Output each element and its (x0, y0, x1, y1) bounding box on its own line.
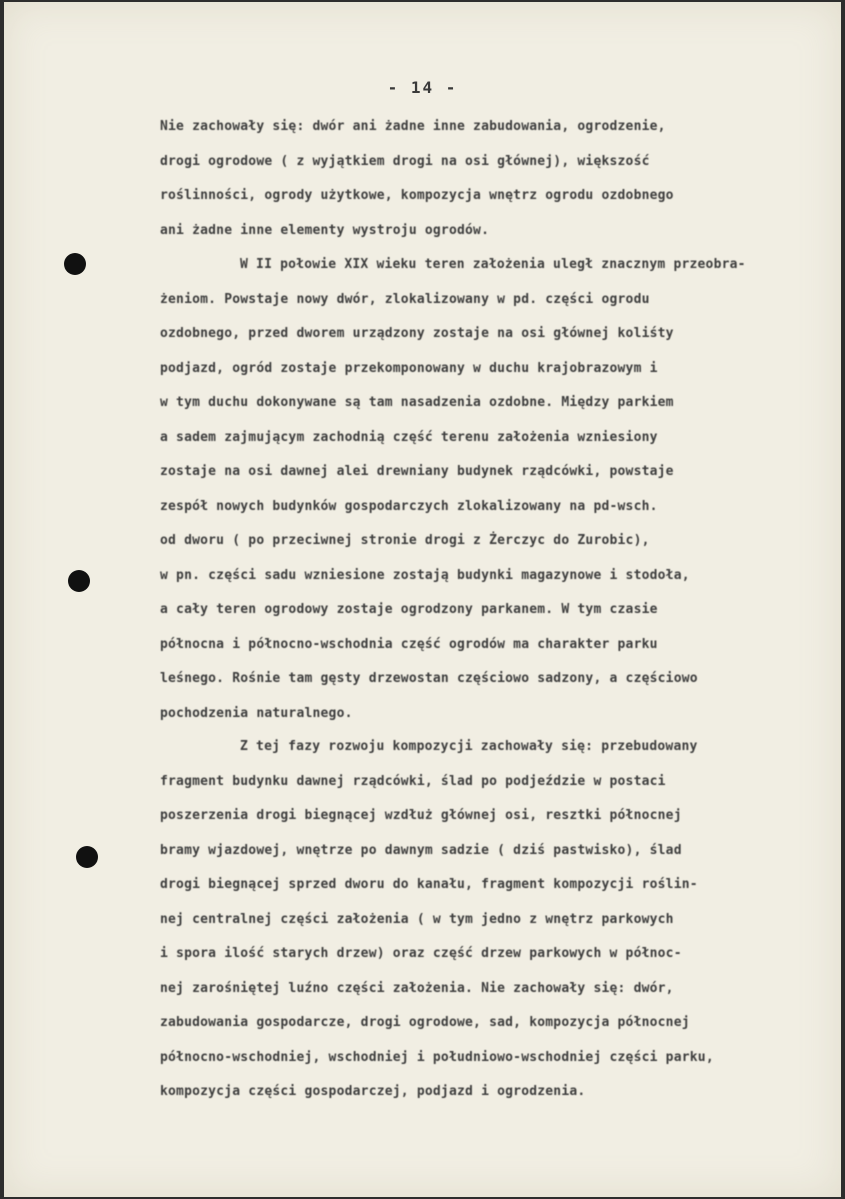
text-line: kompozycja części gospodarczej, podjazd i ogrodzenia. (160, 1084, 586, 1099)
text-line: fragment budynku dawnej rządcówki, ślad po podjeździe w postaci (160, 773, 666, 789)
punch-hole-bottom (76, 846, 98, 868)
text-line: od dworu ( po przeciwnej stronie drogi z Żerczyc do Zurobic), (160, 533, 650, 548)
text-line: Nie zachowały się: dwór ani żadne inne zabudowania, ogrodzenie, (160, 119, 666, 134)
text-line: zabudowania gospodarcze, drogi ogrodowe, sad, kompozycja północnej (160, 1015, 690, 1030)
text-line: w pn. części sadu wzniesione zostają budynki magazynowe i stodoła, (160, 567, 690, 583)
text-line: żeniom. Powstaje nowy dwór, zlokalizowany w pd. części ogrodu (160, 291, 650, 307)
text-line: w tym duchu dokonywane są tam nasadzenia ozdobne. Między parkiem (160, 395, 674, 410)
text-line: i spora ilość starych drzew) oraz część drzew parkowych w północ- (160, 946, 682, 961)
paragraph-1 (160, 110, 840, 248)
text-line: ozdobnego, przed dworem urządzony zostaje na osi głównej koliśty (160, 326, 674, 341)
text-line: a sadem zajmującym zachodnią część terenu założenia wzniesiony (160, 429, 658, 445)
paragraph-3 (160, 730, 840, 1110)
text-line: północna i północno-wschodnia część ogrodów ma charakter parku (160, 636, 658, 652)
text-line: północno-wschodniej, wschodniej i południowo-wschodniej części parku, (160, 1049, 714, 1065)
text-line: podjazd, ogród zostaje przekomponowany w duchu krajobrazowym i (160, 360, 658, 376)
paragraph-2 (160, 248, 840, 731)
page-number: - 14 - (387, 78, 458, 97)
text-line: bramy wjazdowej, wnętrze po dawnym sadzie ( dziś pastwisko), ślad (160, 842, 682, 858)
text-line: leśnego. Rośnie tam gęsty drzewostan częściowo sadzony, a częściowo (160, 671, 698, 686)
text-line: pochodzenia naturalnego. (160, 705, 353, 721)
text-line: zespół nowych budynków gospodarczych zlokalizowany na pd-wsch. (160, 498, 658, 514)
text-line: ani żadne inne elementy wystroju ogrodów. (160, 222, 490, 238)
text-line: poszerzenia drogi biegnącej wzdłuż głównej osi, resztki północnej (160, 808, 682, 823)
text-line: a cały teren ogrodowy zostaje ogrodzony parkanem. W tym czasie (160, 602, 658, 617)
text-line: W II połowie XIX wieku teren założenia uległ znacznym przeobra- (240, 257, 746, 272)
punch-hole-top (64, 253, 86, 275)
text-line: drogi biegnącej sprzed dworu do kanału, fragment kompozycji roślin- (160, 877, 698, 892)
text-line: Z tej fazy rozwoju kompozycji zachowały się: przebudowany (240, 739, 698, 754)
text-line: zostaje na osi dawnej alei drewniany budynek rządcówki, powstaje (160, 464, 674, 479)
text-line: roślinności, ogrody użytkowe, kompozycja wnętrz ogrodu ozdobnego (160, 188, 674, 203)
text-line: nej centralnej części założenia ( w tym jedno z wnętrz parkowych (160, 911, 674, 927)
punch-hole-middle (68, 570, 90, 592)
text-line: nej zarośniętej luźno części założenia. Nie zachowały się: dwór, (160, 980, 674, 996)
text-line: drogi ogrodowe ( z wyjątkiem drogi na osi głównej), większość (160, 153, 650, 169)
